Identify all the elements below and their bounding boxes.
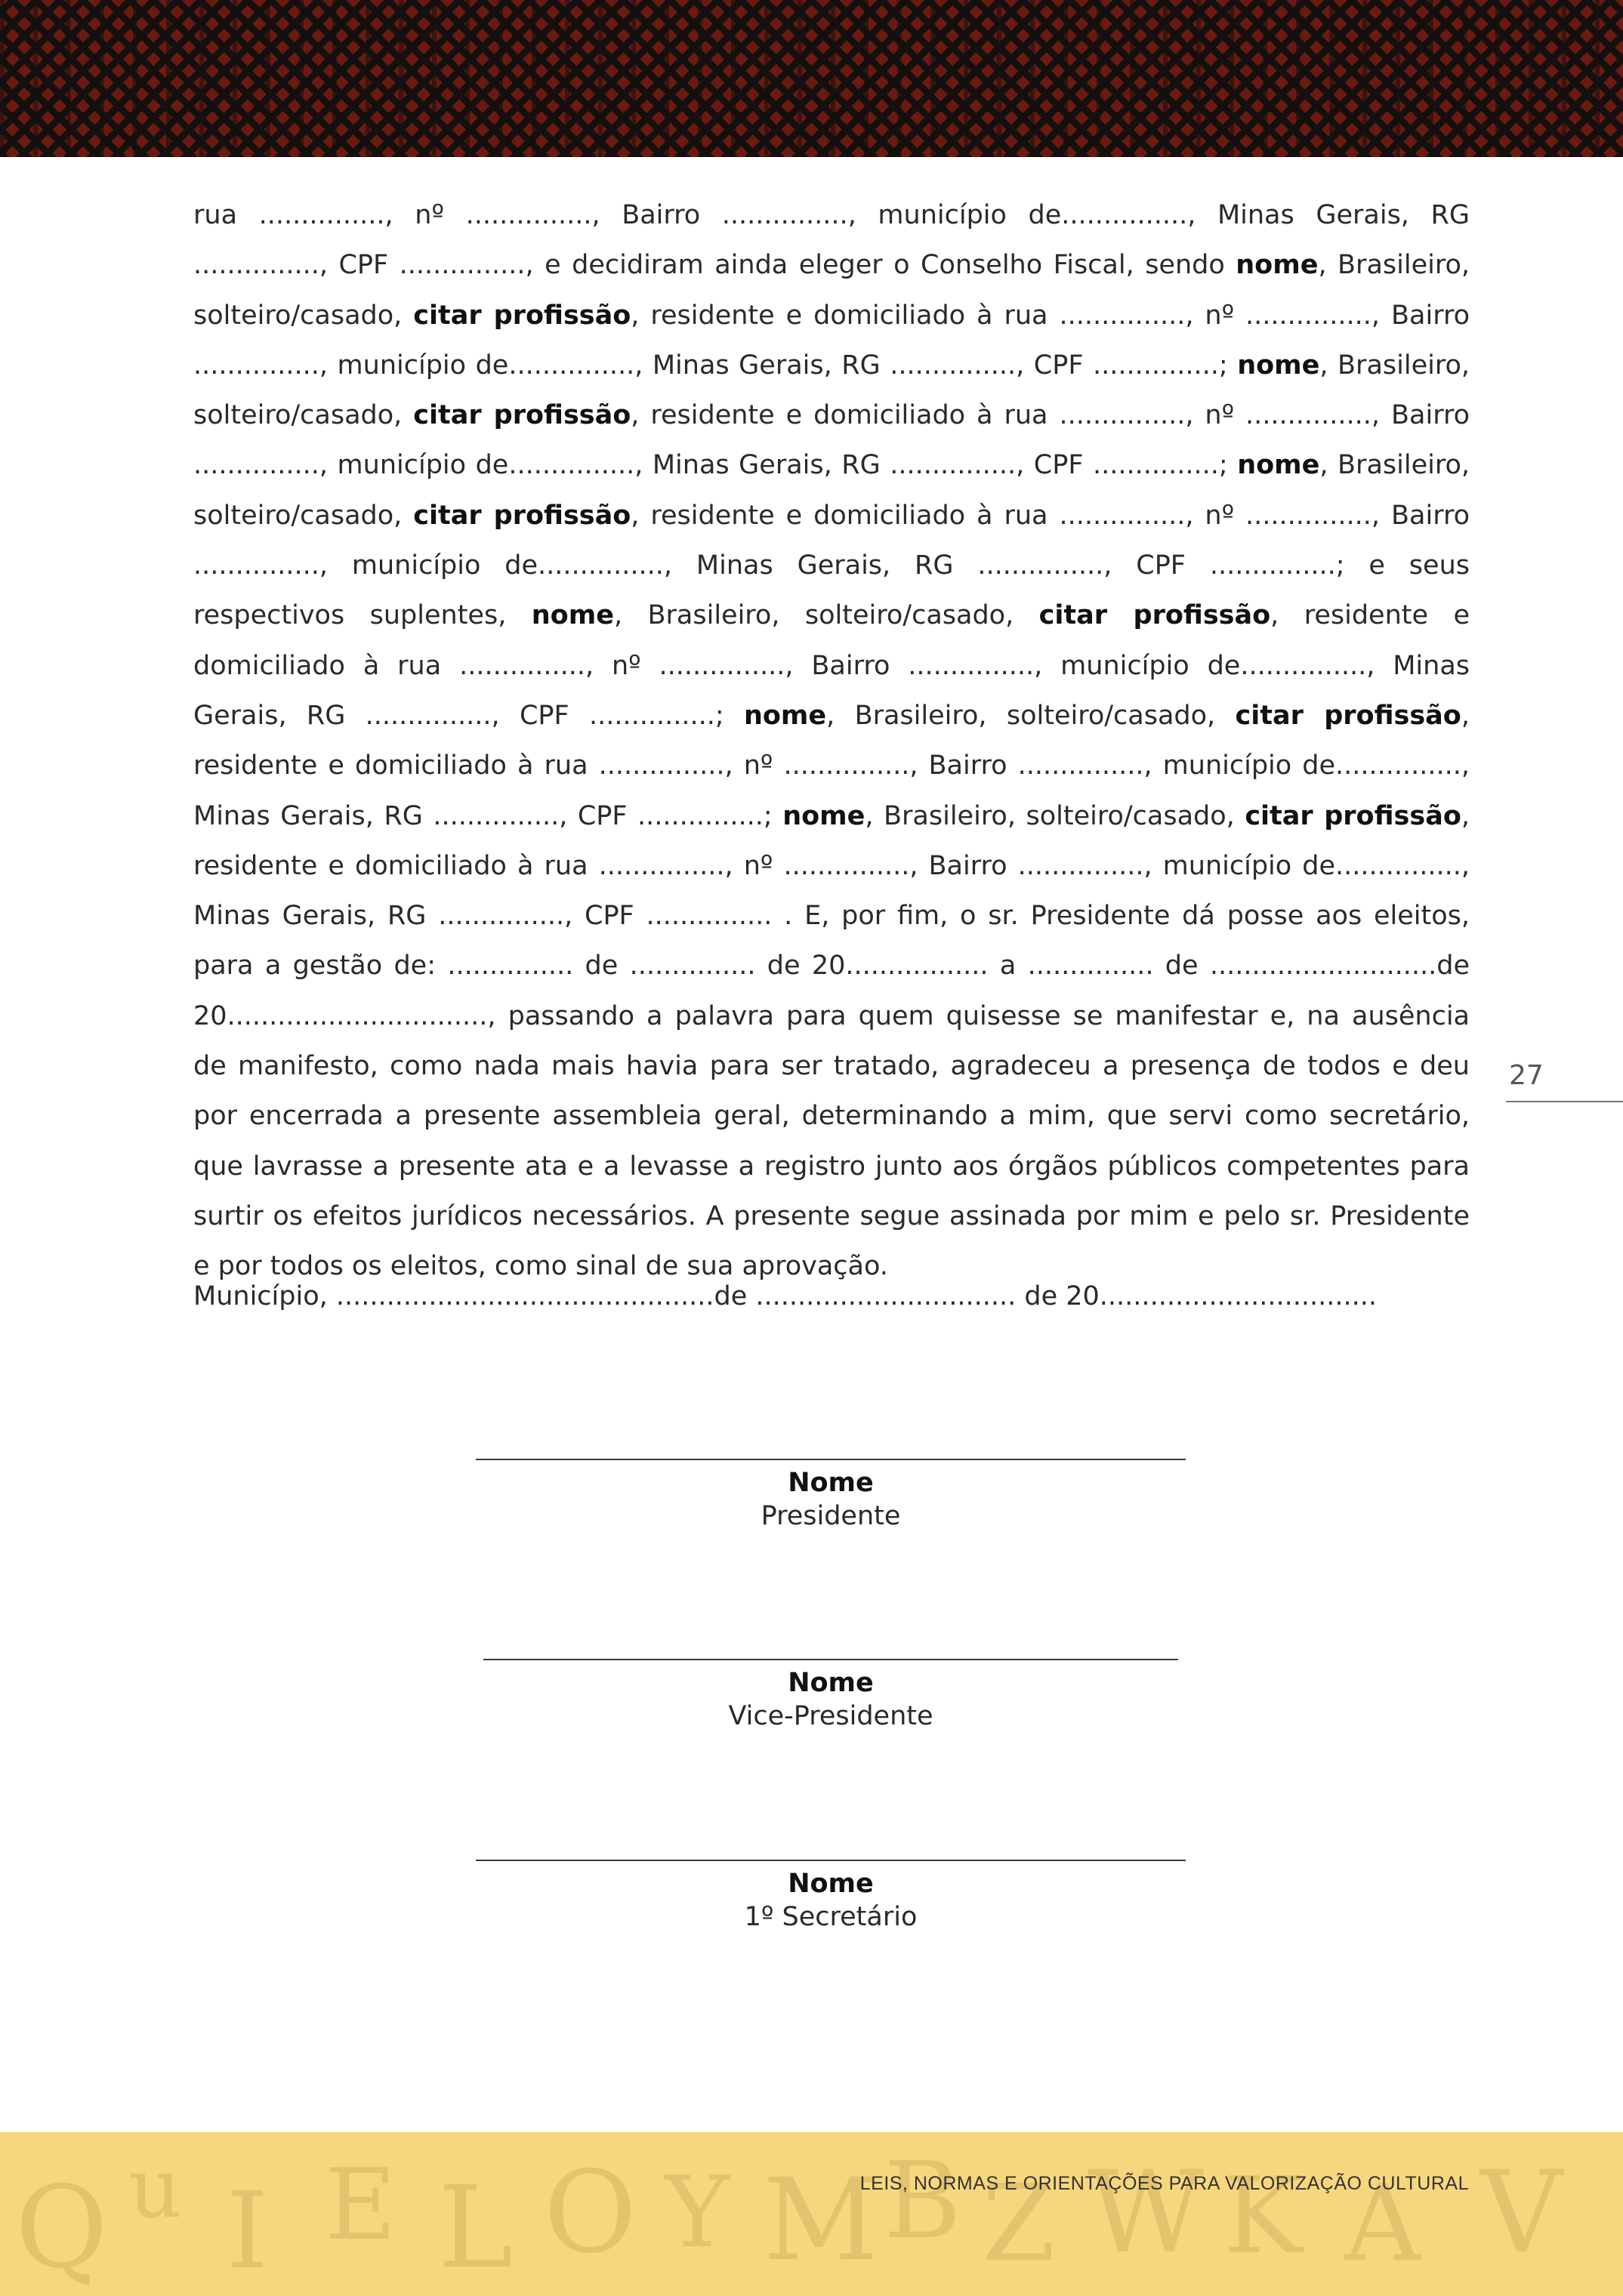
decorative-glyph: A xyxy=(1344,2162,1421,2285)
bold-placeholder-text: nome xyxy=(1237,350,1320,381)
page-number: 27 xyxy=(1509,1060,1544,1091)
body-text-run: , residente e domiciliado à rua ..............., nº ..............., Bairro ..............., município de..............., Minas Gerais, RG ..............., CPF ...............; e seus respectivos suplentes, xyxy=(193,500,1470,631)
decorative-glyph: Q xyxy=(15,2162,108,2294)
place-date-line: Município, .............................................de ............................... de 20................................. xyxy=(193,1281,1377,1311)
decorative-glyph: Y xyxy=(665,2155,730,2270)
decorative-glyph: B xyxy=(884,2140,961,2263)
bold-placeholder-text: citar profissão xyxy=(413,500,631,531)
decorative-glyph: M xyxy=(763,2155,879,2286)
signature-block-vice-president xyxy=(483,1659,1178,1733)
bold-placeholder-text: nome xyxy=(1237,450,1320,481)
footer-publication-title: LEIS, NORMAS E ORIENTAÇÕES PARA VALORIZAÇÃO CULTURAL xyxy=(859,2173,1469,2194)
signatory-name: Nome xyxy=(788,1468,874,1498)
bold-placeholder-text: citar profissão xyxy=(1038,600,1271,631)
header-decorative-band xyxy=(0,0,1623,157)
footer-decorative-band xyxy=(0,2132,1623,2296)
body-text-run: , residente e domiciliado à rua ..............., nº ..............., Bairro ..............., município de..............., Minas Gerais, RG ..............., CPF ...............; xyxy=(193,600,1470,731)
decorative-glyph: I xyxy=(227,2170,269,2293)
body-text-run: , residente e domiciliado à rua ..............., nº ..............., Bairro ..............., município de..............., Minas Gerais, RG ..............., CPF ...............; xyxy=(193,400,1470,481)
decorative-glyph: L xyxy=(438,2162,514,2294)
bold-placeholder-text: nome xyxy=(531,600,614,631)
signatory-name: Nome xyxy=(788,1869,874,1899)
body-text-run: , Brasileiro, solteiro/casado, xyxy=(193,350,1470,431)
decorative-glyph: V xyxy=(1480,2147,1563,2279)
signature-line xyxy=(483,1659,1178,1660)
decorative-glyph: u xyxy=(128,2140,182,2236)
decorative-glyph: W xyxy=(1088,2147,1205,2279)
decorative-glyph: K xyxy=(1223,2155,1303,2278)
body-text-run: , residente e domiciliado à rua ..............., nº ..............., Bairro ..............., município de..............., Minas Gerais, RG ..............., CPF ...............; xyxy=(193,700,1470,831)
body-text-run: , residente e domiciliado à rua ..............., nº ..............., Bairro ..............., município de..............., Minas Gerais, RG ..............., CPF ............... . E, por fim, o sr. Presidente dá posse aos eleitos, para a gestão de: ............... de ............... de 20................. a ............... de ...........................de 20..............................., passando a palavra para quem quisesse se manifestar e, na ausência de manifesto, como nada mais havia para ser tratado, agradeceu a presença de todos e deu por encerrada a presente assembleia geral, determinando a mim, que servi como secretário, que lavrasse a presente ata e a levasse a registro junto aos órgãos públicos competentes para surtir os efeitos jurídicos necessários. A presente segue assinada por mim e pelo sr. Presidente e por todos os eleitos, como sinal de sua aprovação. xyxy=(193,800,1470,1282)
bold-placeholder-text: citar profissão xyxy=(413,300,631,331)
body-text-run: , Brasileiro, solteiro/casado, xyxy=(865,800,1245,831)
bold-placeholder-text: nome xyxy=(782,800,865,831)
signatory-role: Vice-Presidente xyxy=(728,1701,933,1731)
bold-placeholder-text: nome xyxy=(1236,250,1319,281)
signature-block-secretary xyxy=(476,1860,1186,1934)
page-number-rule xyxy=(1506,1101,1623,1102)
bold-placeholder-text: citar profissão xyxy=(413,400,631,431)
signature-block-president xyxy=(476,1459,1186,1533)
body-text-run: , Brasileiro, solteiro/casado, xyxy=(193,450,1470,531)
decorative-glyph: E xyxy=(325,2147,396,2262)
body-text-run: , residente e domiciliado à rua ..............., nº ..............., Bairro ..............., município de..............., Minas Gerais, RG ..............., CPF ...............; xyxy=(193,300,1470,381)
bold-placeholder-text: citar profissão xyxy=(1245,800,1461,831)
signatory-role: 1º Secretário xyxy=(744,1902,918,1932)
signature-line xyxy=(476,1459,1186,1460)
signatory-role: Presidente xyxy=(761,1501,901,1531)
decorative-glyph: O xyxy=(544,2147,637,2279)
body-text-run: , Brasileiro, solteiro/casado, xyxy=(613,600,1039,631)
bold-placeholder-text: citar profissão xyxy=(1235,700,1461,731)
minutes-body-text xyxy=(193,190,1470,1292)
body-text-run: , Brasileiro, solteiro/casado, xyxy=(826,700,1236,731)
body-text-run: , Brasileiro, solteiro/casado, xyxy=(193,250,1470,331)
body-text-run: rua ..............., nº ..............., Bairro ..............., município de..............., Minas Gerais, RG ..............., CPF ..............., e decidiram ainda eleger o Conselho Fiscal, sendo xyxy=(193,200,1470,281)
signature-line xyxy=(476,1860,1186,1861)
bold-placeholder-text: nome xyxy=(743,700,827,731)
decorative-glyph: Z xyxy=(982,2162,1056,2285)
signatory-name: Nome xyxy=(788,1668,874,1698)
